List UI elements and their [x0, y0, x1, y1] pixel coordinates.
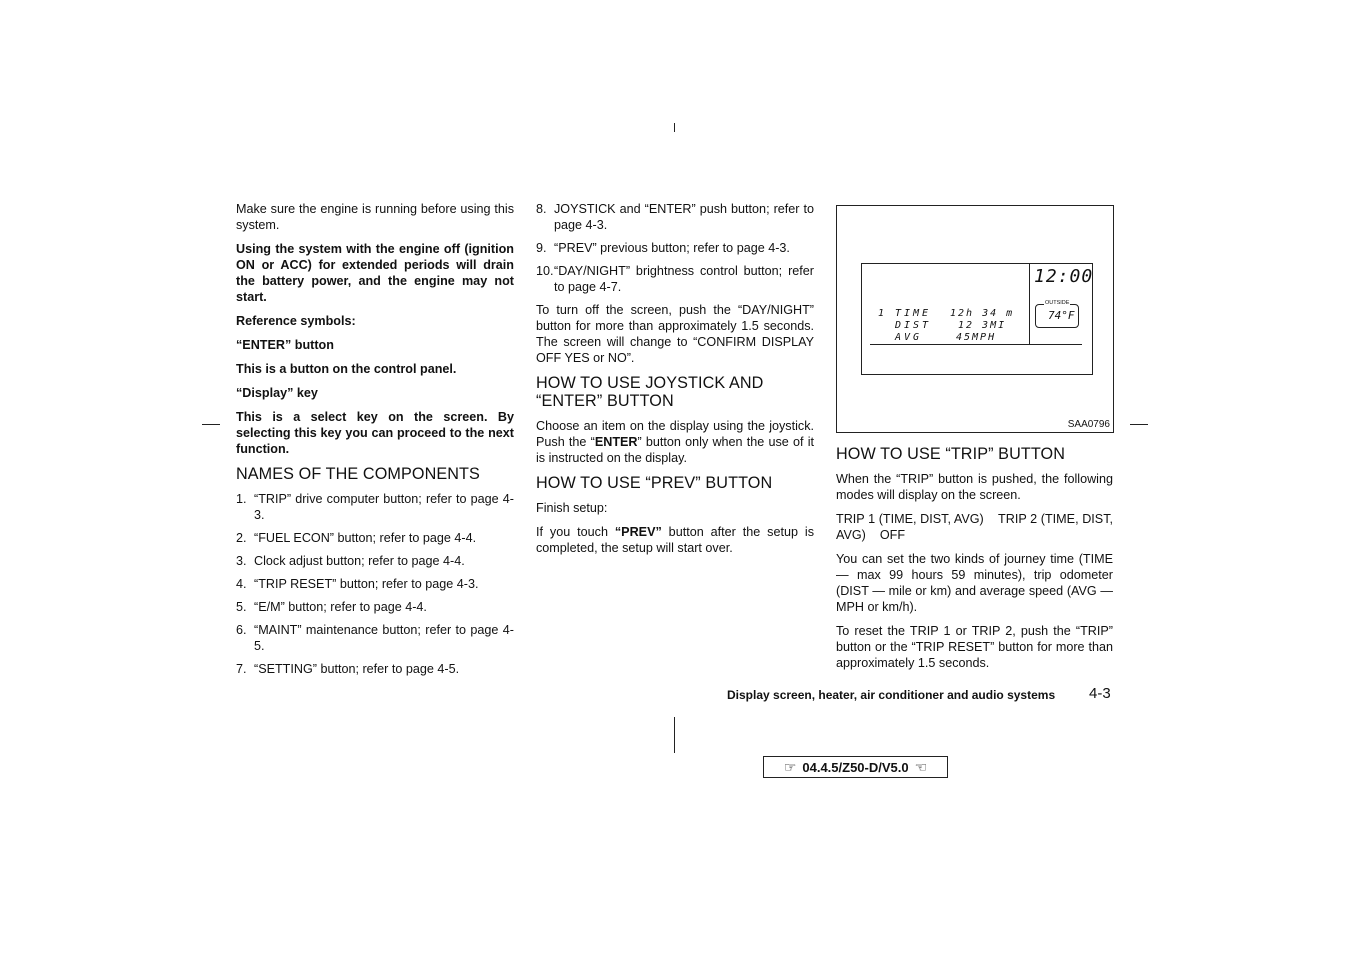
bottom-crop-mark — [674, 717, 675, 753]
list-item: 6. “MAINT” maintenance button; refer to page 4-5. — [236, 623, 514, 653]
list-item: 7. “SETTING” button; refer to page 4-5. — [236, 662, 460, 676]
lcd-divider-horizontal — [870, 344, 1082, 345]
components-list-continued — [536, 201, 814, 295]
lcd-label-dist: DIST — [895, 320, 932, 331]
list-item: 2. “FUEL ECON” button; refer to page 4-4. — [236, 531, 477, 545]
joystick-heading: HOW TO USE JOYSTICK AND “ENTER” BUTTON — [536, 374, 764, 410]
outside-temp: 74°F — [1048, 309, 1075, 322]
figure-code: SAA0796 — [1067, 419, 1110, 430]
top-crop-mark — [674, 123, 675, 132]
enter-button-description: This is a button on the control panel. — [236, 362, 457, 376]
lcd-screen — [861, 263, 1093, 375]
battery-warning: Using the system with the engine off (ignition ON or ACC) for extended periods will drain the battery power, and the engine may not start. — [236, 242, 514, 304]
section-title: Display screen, heater, air conditioner and audio systems — [727, 688, 1056, 702]
outside-temp-box — [1035, 300, 1079, 328]
display-key-description: This is a select key on the screen. By selecting this key you can proceed to the next function. — [236, 410, 514, 456]
display-key-symbol: “Display” key — [236, 386, 318, 400]
components-heading: NAMES OF THE COMPONENTS — [236, 465, 480, 483]
prev-heading: HOW TO USE “PREV” BUTTON — [536, 474, 773, 492]
lcd-label-time: TIME — [895, 308, 932, 319]
reference-symbols-label: Reference symbols: — [236, 314, 356, 328]
right-crop-mark — [1130, 424, 1148, 425]
trip-row-number: 1 — [878, 308, 888, 319]
list-item: 4. “TRIP RESET” button; refer to page 4-3. — [236, 577, 479, 591]
outside-label: OUTSIDE — [1045, 300, 1070, 306]
list-item: 10. “DAY/NIGHT” brightness control button; refer to page 4-7. — [536, 264, 814, 294]
list-item: 8. JOYSTICK and “ENTER” push button; refer to page 4-3. — [536, 202, 814, 232]
trip-paragraph-2: You can set the two kinds of journey time (TIME — max 99 hours 59 minutes), trip odometer (DIST — mile or km) and average speed (AVG — MPH or km/h). — [836, 552, 1113, 614]
finish-setup-label: Finish setup: — [536, 501, 608, 515]
page-number: 4-3 — [1089, 685, 1111, 702]
trip-paragraph-3: To reset the TRIP 1 or TRIP 2, push the “TRIP” button or the “TRIP RESET” button for more than approximately 1.5 seconds. — [836, 624, 1113, 670]
pointing-hand-right-icon: ☞ — [783, 758, 797, 775]
screen-off-paragraph: To turn off the screen, push the “DAY/NIGHT” button for more than approximately 1.5 seconds. The screen will change to “CONFIRM DISPLAY OFF YES or NO”. — [536, 303, 814, 365]
lcd-clock: 12:00 — [1034, 266, 1094, 287]
lcd-value-time: 12h 34 m — [950, 308, 1015, 319]
trip-heading: HOW TO USE “TRIP” BUTTON — [836, 445, 1066, 463]
pointing-hand-left-icon: ☜ — [914, 758, 928, 775]
prev-paragraph: If you touch “PREV” button after the setup is completed, the setup will start over. — [536, 525, 814, 555]
lcd-value-dist: 12 3MI — [958, 320, 1007, 331]
lcd-label-avg: AVG — [895, 332, 923, 343]
version-stamp — [763, 756, 948, 778]
trip-modes: TRIP 1 (TIME, DIST, AVG) TRIP 2 (TIME, DIST, AVG) OFF — [836, 512, 1116, 542]
list-item: 3. Clock adjust button; refer to page 4-4. — [236, 554, 465, 568]
version-code: 04.4.5/Z50-D/V5.0 — [802, 759, 909, 775]
list-item: 5. “E/M” button; refer to page 4-4. — [236, 600, 427, 614]
trip-paragraph-1: When the “TRIP” button is pushed, the following modes will display on the screen. — [836, 472, 1113, 502]
list-item: 9. “PREV” previous button; refer to page 4-3. — [536, 241, 790, 255]
column-2 — [536, 201, 814, 564]
column-3 — [836, 442, 1116, 679]
intro-paragraph: Make sure the engine is running before using this system. — [236, 202, 514, 232]
left-crop-mark — [202, 424, 220, 425]
trip-display-figure — [836, 205, 1114, 433]
column-1 — [236, 201, 514, 684]
enter-button-symbol: “ENTER” button — [236, 338, 334, 352]
joystick-paragraph: Choose an item on the display using the joystick. Push the “ENTER” button only when the use of it is instructed on the display. — [536, 419, 814, 465]
lcd-value-avg: 45MPH — [956, 332, 997, 343]
list-item: 1. “TRIP” drive computer button; refer to page 4-3. — [236, 492, 514, 522]
components-list — [236, 491, 514, 677]
lcd-divider-vertical — [1029, 264, 1030, 344]
